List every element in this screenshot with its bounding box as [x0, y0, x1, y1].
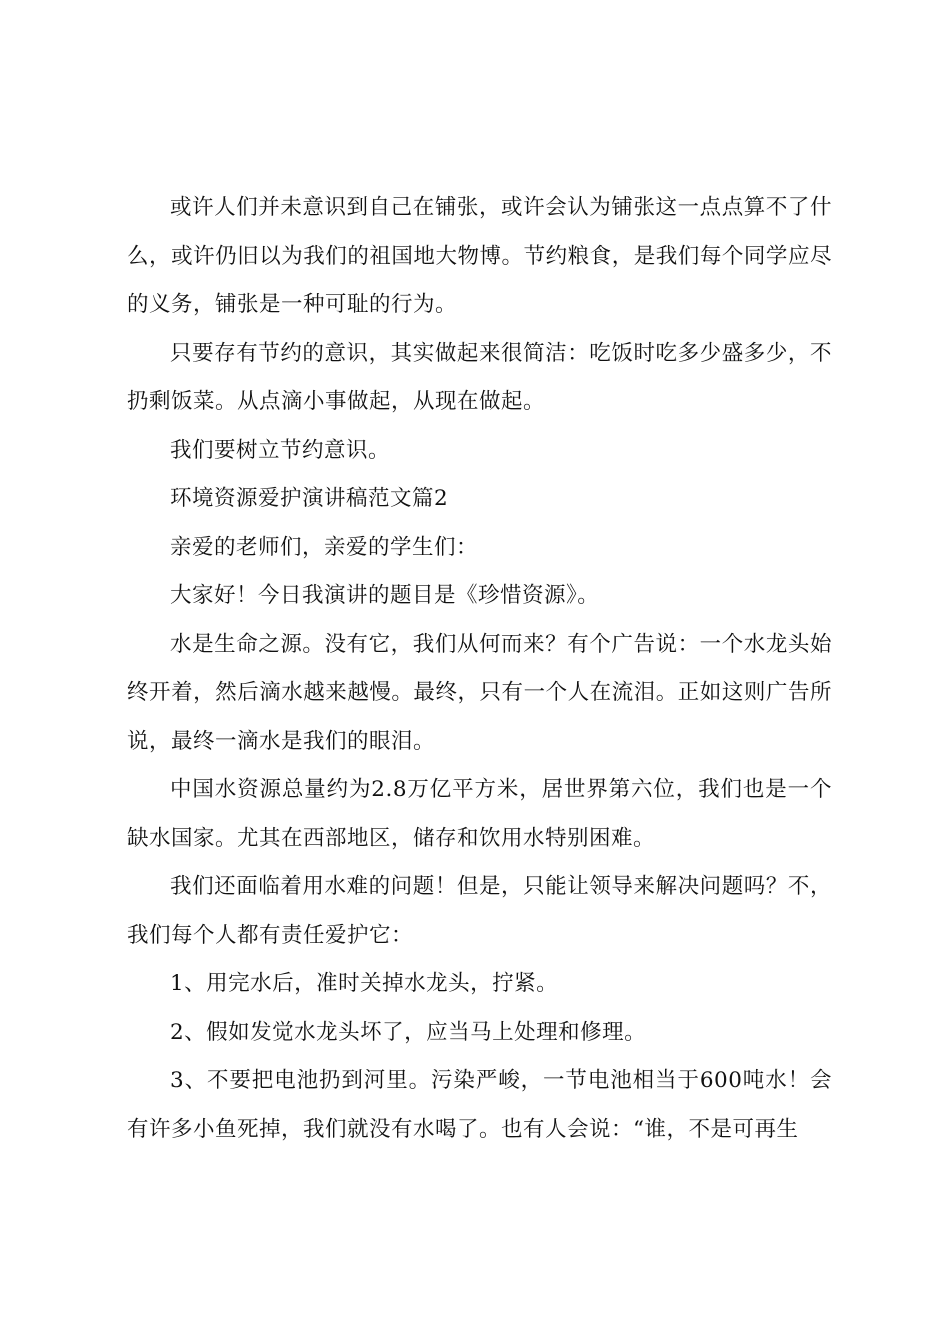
section-heading: 环境资源爱护演讲稿范文篇2 [170, 486, 449, 511]
paragraph-greeting: 大家好！今日我演讲的题目是《珍惜资源》。 [170, 583, 600, 608]
paragraph-water-source: 水是生命之源。没有它，我们从何而来？有个广告说：一个水龙头始终开着，然后滴水越来越慢。最终，只有一个人在流泪。正如这则广告所说，最终一滴水是我们的眼泪。 [127, 631, 832, 754]
paragraph-saving-simple: 只要存有节约的意识，其实做起来很简洁：吃饭时吃多少盛多少，不扔剩饭菜。从点滴小事做起，从现在做起。 [127, 340, 832, 414]
paragraph-waste-awareness: 或许人们并未意识到自己在铺张，或许会认为铺张这一点点算不了什么，或许仍旧以为我们的祖国地大物博。节约粮食，是我们每个同学应尽的义务，铺张是一种可耻的行为。 [127, 195, 832, 317]
document-body [127, 184, 832, 1154]
paragraph-china-water: 中国水资源总量约为2.8万亿平方米，居世界第六位，我们也是一个缺水国家。尤其在西部地区，储存和饮用水特别困难。 [127, 777, 832, 851]
list-item-3: 3、不要把电池扔到河里。污染严峻，一节电池相当于600吨水！会有许多小鱼死掉，我们就没有水喝了。也有人会说：“谁，不是可再生 [127, 1068, 832, 1142]
list-item-1: 1、用完水后，准时关掉水龙头，拧紧。 [170, 971, 559, 996]
list-item-2: 2、假如发觉水龙头坏了，应当马上处理和修理。 [170, 1019, 647, 1045]
salutation: 亲爱的老师们，亲爱的学生们： [170, 534, 479, 560]
paragraph-saving-awareness: 我们要树立节约意识。 [170, 437, 391, 463]
paragraph-responsibility: 我们还面临着用水难的问题！但是，只能让领导来解决问题吗？不，我们每个人都有责任爱护它： [127, 874, 832, 948]
